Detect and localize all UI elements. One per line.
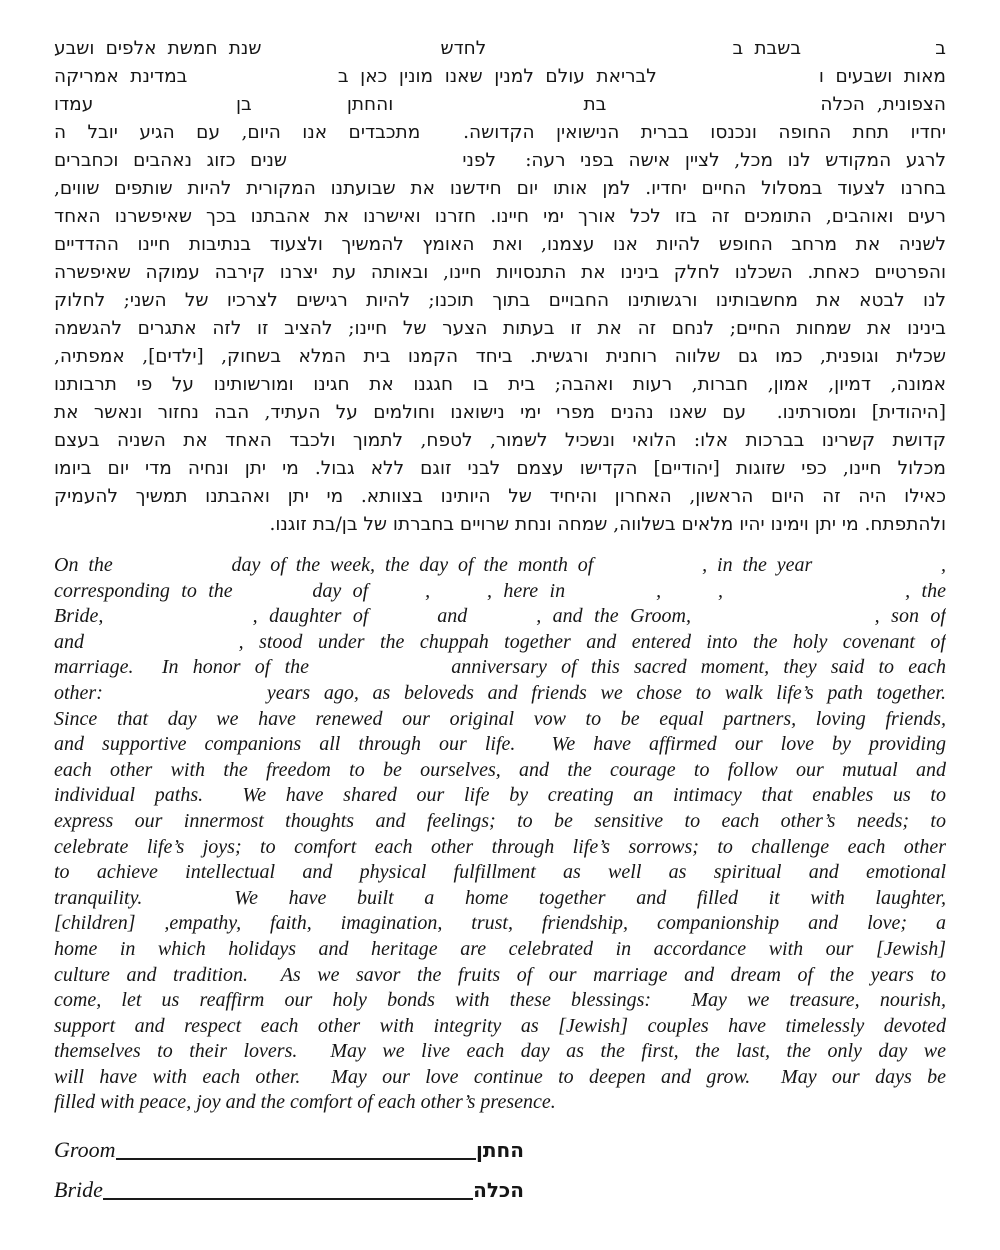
english-text-block xyxy=(54,553,946,1116)
hebrew-line: מכלול חיינו, כפי שזוגות [יהודיים] הקדישו עצמם לבני זוגם ללא גבול. מי יתן ונחיה מדי יום ביומו xyxy=(54,458,946,479)
hebrew-line: לנו לבטא את מחשבותינו ורגשותינו החבויים בתוך תוכנו; להיות רגישים לצרכיו של השני; לחלוק xyxy=(54,290,946,311)
hebrew-line: והפרטיים כאחת. השכלנו לחלק בינינו את התנסויות חיינו, ובאותה עת יצרנו קירבה עמוקה שאיפשרה xyxy=(54,262,946,283)
english-line: On the day of the week, the day of the month of , in the year , xyxy=(54,554,946,576)
english-line: corresponding to the day of , , here in , , , the xyxy=(54,579,946,602)
english-line: express our innermost thoughts and feelings; to be sensitive to each other’s needs; to xyxy=(54,809,946,832)
hebrew-line: שכלית וגופנית, כמו גם שלווה רוחנית ורגשית. ביחד הקמנו בית המלא בשחוק, [ילדים], אמפתיה, xyxy=(54,346,946,367)
groom-hebrew-label: החתן xyxy=(475,1138,524,1163)
english-line: culture and tradition. As we savor the fruits of our marriage and dream of the years to xyxy=(54,963,946,986)
english-line: and supportive companions all through our life. We have affirmed our love by providing xyxy=(54,733,946,756)
hebrew-line: ב בשבת ב לחדש שנת חמשת אלפים ושבע xyxy=(54,38,946,59)
hebrew-line: [היהודית] ומסורתינו. עם שאנו נהנים מפרי ימי נישואנו וחולמים על העתיד, הבה נחזור ונאשר את xyxy=(54,402,946,423)
english-line: come, let us reaffirm our holy bonds with these blessings: May we treasure, nourish, xyxy=(54,989,946,1012)
bride-label: Bride xyxy=(54,1177,103,1203)
hebrew-line: הצפונית, הכלה בת והחתן בן עמדו xyxy=(54,94,946,115)
hebrew-line: לרגע המקודש לנו מכל, לציין אישה בפני רעה: לפני שנים כזוג נאהבים וכחברים xyxy=(54,150,946,171)
hebrew-line: קדושת קשרינו בברכות אלו: הלואי ונשכיל לשמור, לטפח, לתמוך ולכבד האחד את השניה בעצם xyxy=(54,430,946,451)
groom-label: Groom xyxy=(54,1137,116,1163)
english-line: Since that day we have renewed our original vow to be equal partners, loving friends, xyxy=(54,707,946,730)
english-line: individual paths. We have shared our life by creating an intimacy that enables us to xyxy=(54,784,946,807)
english-line: other: years ago, as beloveds and friends we chose to walk life’s path together. xyxy=(54,681,946,704)
hebrew-line: כאילו היה זה היום הראשון, האחרון והיחיד של היותינו בצוותא. מי יתן ואהבתנו תמשיך להעמיק xyxy=(54,486,946,507)
english-line: each other with the freedom to be ourselves, and the courage to follow our mutual and xyxy=(54,758,946,781)
english-line: will have with each other. May our love continue to deepen and grow. May our days be xyxy=(54,1065,946,1088)
english-line: celebrate life’s joys; to comfort each other through life’s sorrows; to challenge each other xyxy=(54,835,946,858)
signature-block xyxy=(54,1136,946,1204)
english-line: marriage. In honor of the anniversary of this sacred moment, they said to each xyxy=(54,656,946,679)
english-line: and , stood under the chuppah together and entered into the holy covenant of xyxy=(54,630,946,653)
hebrew-line: אמונה, דמיון, אמון, חברות, רעות ואהבה; בית בו חגגנו את חגינו ומורשותינו על פי תרבותנו xyxy=(54,374,946,395)
hebrew-line: בחרנו לצעוד במסלול החיים יחדיו. למן אותו יום חידשנו את שבועתנו המקורית להיות שותפים שווים, xyxy=(54,178,946,199)
english-line: to achieve intellectual and physical fulfillment as well as spiritual and emotional xyxy=(54,861,946,884)
english-line: themselves to their lovers. May we live each day as the first, the last, the only day we xyxy=(54,1040,946,1063)
hebrew-line: מאות ושבעים ו לבריאת עולם למנין שאנו מונין כאן ב במדינת אמריקה xyxy=(54,66,946,87)
english-line: support and respect each other with integrity as [Jewish] couples have timelessly devoted xyxy=(54,1014,946,1037)
bride-signature-row xyxy=(54,1176,524,1204)
hebrew-line: בינינו את שמחות החיים; לנחם זה את זו בעתות הצער של חיינו; להציב זו לזה אתגרים להגשמה xyxy=(54,318,946,339)
hebrew-text-block xyxy=(54,35,946,539)
english-line: filled with peace, joy and the comfort of each other’s presence. xyxy=(54,1091,556,1114)
english-line: tranquility. We have built a home together and filled it with laughter, xyxy=(54,886,946,909)
groom-signature-row xyxy=(54,1136,524,1164)
bride-signature-line xyxy=(103,1198,473,1200)
hebrew-line: ולהתפתח. מי יתן וימינו יהיו מלאים בשלווה, שמחה ונחת שרויים בחברתו של בן/בת זוגנו. xyxy=(269,514,946,535)
english-line: [children] ,empathy, faith, imagination, trust, friendship, companionship and love; a xyxy=(54,912,946,935)
english-line: Bride, , daughter of and , and the Groom, , son of xyxy=(54,605,946,628)
bride-hebrew-label: הכלה xyxy=(473,1178,524,1203)
hebrew-line: יחדיו תחת החופה ונכנסו בברית הנישואין הקדושה. מתכבדים אנו היום, עם הגיע יובל ה xyxy=(54,122,946,143)
hebrew-line: רעים ואוהבים, התומכים זה בזו לכל אורך ימי חיינו. חזרנו ואישרנו את אהבתנו בכך שאיפשרנו האחד xyxy=(54,206,946,227)
hebrew-line: לשניה את מרחב החופש להיות אנו עצמנו, ואת האומץ להמשיך ולצעוד בנתיבות חיינו ההדדיים xyxy=(54,234,946,255)
groom-signature-line xyxy=(116,1158,476,1160)
english-line: home in which holidays and heritage are celebrated in accordance with our [Jewish] xyxy=(54,937,946,960)
